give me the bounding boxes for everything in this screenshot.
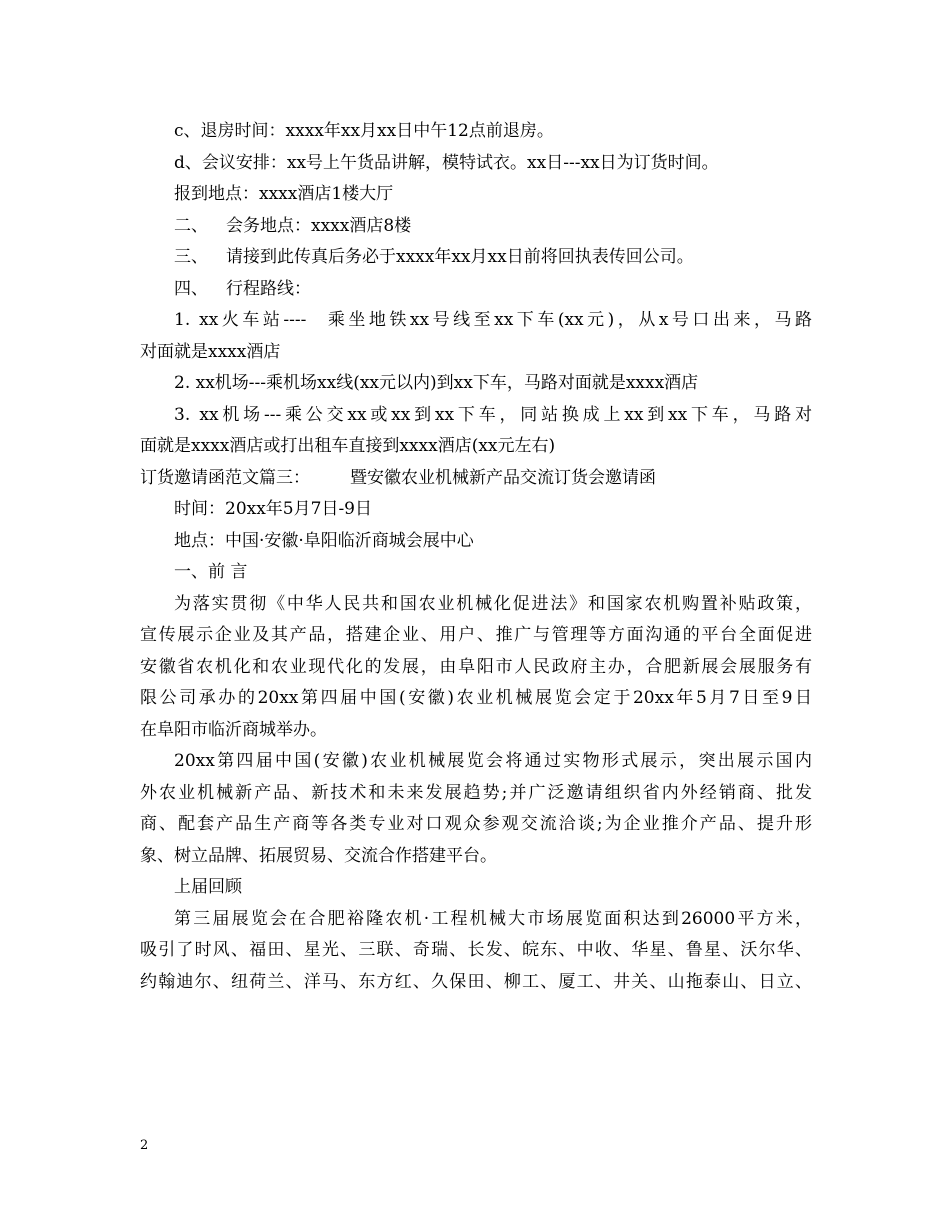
exhibition-line3: 商、配套产品生产商等各类专业对口观众参观交流洽谈;为企业推介产品、提升形: [140, 814, 812, 834]
section-fax-reply: [140, 242, 812, 274]
article-label: 订货邀请函范文篇三：: [140, 467, 310, 488]
preface-line2: 宣传展示企业及其产品，搭建企业、用户、推广与管理等方面沟通的平台全面促进: [140, 625, 812, 645]
event-location: 地点：中国·安徽·阜阳临沂商城会展中心: [174, 530, 474, 551]
preface-line3: 安徽省农机化和农业现代化的发展，由阜阳市人民政府主办，合肥新展会展服务有: [140, 656, 812, 677]
section-number: 三、: [174, 247, 208, 267]
preface-heading: 一、前 言: [174, 562, 248, 582]
page-number: 2: [140, 1138, 149, 1153]
route-label: 1. xx火车站----: [174, 310, 307, 330]
route-train-line2: 对面就是xxxx酒店: [140, 341, 281, 362]
preface-line4: 限公司承办的20xx第四届中国(安徽)农业机械展览会定于20xx年5月7日至9日: [140, 688, 812, 708]
section-text: 行程路线：: [226, 278, 311, 299]
route-airport-transfer-line1: 3. xx机场---乘公交xx或xx到xx下车，同站换成上xx到xx下车，马路对: [174, 404, 812, 425]
section-route: [140, 274, 812, 306]
paragraph-checkout-time: c、退房时间：xxxx年xx月xx日中午12点前退房。: [174, 121, 554, 141]
article-heading: [140, 463, 812, 495]
exhibition-line4: 象、树立品牌、拓展贸易、交流合作搭建平台。: [140, 845, 497, 866]
review-line3: 约翰迪尔、纽荷兰、洋马、东方红、久保田、柳工、厦工、井关、山拖泰山、日立、: [140, 971, 812, 992]
route-airport-bus-line: 2. xx机场---乘机场xx线(xx元以内)到xx下车，马路对面就是xxxx酒店: [174, 373, 699, 393]
section-text: 会务地点：xxxx酒店8楼: [226, 215, 412, 236]
section-number: 二、: [174, 215, 208, 236]
preface-line1: 为落实贯彻《中华人民共和国农业机械化促进法》和国家农机购置补贴政策，: [174, 593, 812, 614]
event-time: 时间：20xx年5月7日-9日: [174, 499, 372, 519]
document-body: [140, 116, 812, 998]
section-number: 四、: [174, 278, 208, 299]
preface-line5: 在阜阳市临沂商城举办。: [140, 719, 327, 740]
section-text: 请接到此传真后务必于xxxx年xx月xx日前将回执表传回公司。: [226, 247, 694, 267]
review-line1: 第三届展览会在合肥裕隆农机·工程机械大市场展览面积达到26000平方米，: [174, 908, 812, 929]
route-train-line1: [140, 305, 812, 337]
route-airport-transfer-line2: 面就是xxxx酒店或打出租车直接到xxxx酒店(xx元左右): [140, 436, 556, 456]
review-heading: 上届回顾: [174, 877, 242, 897]
paragraph-registration-place: 报到地点：xxxx酒店1楼大厅: [174, 184, 394, 204]
route-text: 乘坐地铁xx号线至xx下车(xx元)，从x号口出来，马路: [324, 310, 812, 330]
paragraph-meeting-schedule: d、会议安排：xx号上午货品讲解，模特试衣。xx日---xx日为订货时间。: [174, 152, 719, 173]
article-title: 暨安徽农业机械新产品交流订货会邀请函: [350, 467, 656, 488]
review-line2: 吸引了时风、福田、星光、三联、奇瑞、长发、皖东、中收、华星、鲁星、沃尔华、: [140, 940, 812, 960]
exhibition-line1: 20xx第四届中国(安徽)农业机械展览会将通过实物形式展示，突出展示国内: [174, 751, 812, 771]
section-venue: [140, 211, 812, 243]
exhibition-line2: 外农业机械新产品、新技术和未来发展趋势;并广泛邀请组织省内外经销商、批发: [140, 782, 812, 803]
